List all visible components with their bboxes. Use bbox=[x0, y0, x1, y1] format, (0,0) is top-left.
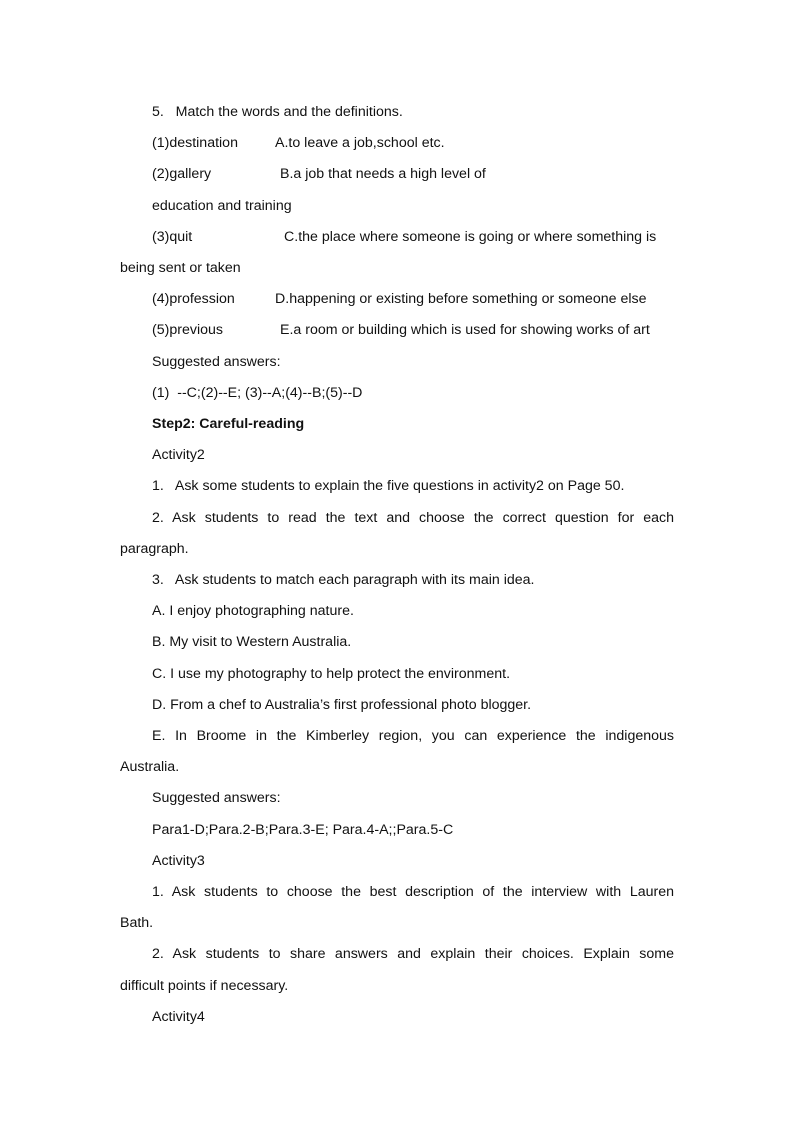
main-idea-a: A. I enjoy photographing nature. bbox=[152, 603, 354, 619]
match-definition-continued: education and training bbox=[152, 198, 292, 214]
activity3-step-2-continued: difficult points if necessary. bbox=[120, 978, 289, 994]
exercise-5-heading: 5. Match the words and the definitions. bbox=[152, 104, 403, 120]
match-definition: C.the place where someone is going or where something is bbox=[284, 229, 657, 245]
step2-heading: Step2: Careful-reading bbox=[152, 416, 305, 432]
activity2-step-3: 3. Ask students to match each paragraph with its main idea. bbox=[152, 572, 535, 588]
match-definition: B.a job that needs a high level of bbox=[280, 166, 486, 182]
match-word: (4)profession bbox=[152, 291, 235, 307]
match-definition: E.a room or building which is used for showing works of art bbox=[280, 322, 650, 338]
match-definition-continued: being sent or taken bbox=[120, 260, 241, 276]
match-word: (1)destination bbox=[152, 135, 238, 151]
suggested-answers-label: Suggested answers: bbox=[152, 790, 281, 806]
activity3-step-1-continued: Bath. bbox=[120, 915, 154, 931]
main-idea-b: B. My visit to Western Australia. bbox=[152, 634, 352, 650]
match-word: (2)gallery bbox=[152, 166, 212, 182]
main-idea-e-continued: Australia. bbox=[120, 759, 180, 775]
activity3-step-2: 2. Ask students to share answers and explain their choices. Explain some bbox=[152, 946, 674, 962]
match-word: (3)quit bbox=[152, 229, 193, 245]
match-word: (5)previous bbox=[152, 322, 223, 338]
match-definition: A.to leave a job,school etc. bbox=[275, 135, 445, 151]
main-idea-e: E. In Broome in the Kimberley region, you can experience the indigenous bbox=[152, 728, 674, 744]
activity2-step-2: 2. Ask students to read the text and choose the correct question for each bbox=[152, 510, 674, 526]
activity4-title: Activity4 bbox=[152, 1009, 205, 1025]
main-idea-d: D. From a chef to Australia’s first professional photo blogger. bbox=[152, 697, 532, 713]
activity3-step-1: 1. Ask students to choose the best description of the interview with Lauren bbox=[152, 884, 674, 900]
suggested-answers: Para1-D;Para.2-B;Para.3-E; Para.4-A;;Para.5-C bbox=[152, 822, 454, 838]
activity2-step-2-continued: paragraph. bbox=[120, 541, 189, 557]
suggested-answers: (1) --C;(2)--E; (3)--A;(4)--B;(5)--D bbox=[152, 385, 363, 401]
suggested-answers-label: Suggested answers: bbox=[152, 354, 281, 370]
activity2-title: Activity2 bbox=[152, 447, 205, 463]
match-definition: D.happening or existing before something or someone else bbox=[275, 291, 647, 307]
activity3-title: Activity3 bbox=[152, 853, 205, 869]
main-idea-c: C. I use my photography to help protect the environment. bbox=[152, 666, 511, 682]
activity2-step-1: 1. Ask some students to explain the five questions in activity2 on Page 50. bbox=[152, 478, 625, 494]
